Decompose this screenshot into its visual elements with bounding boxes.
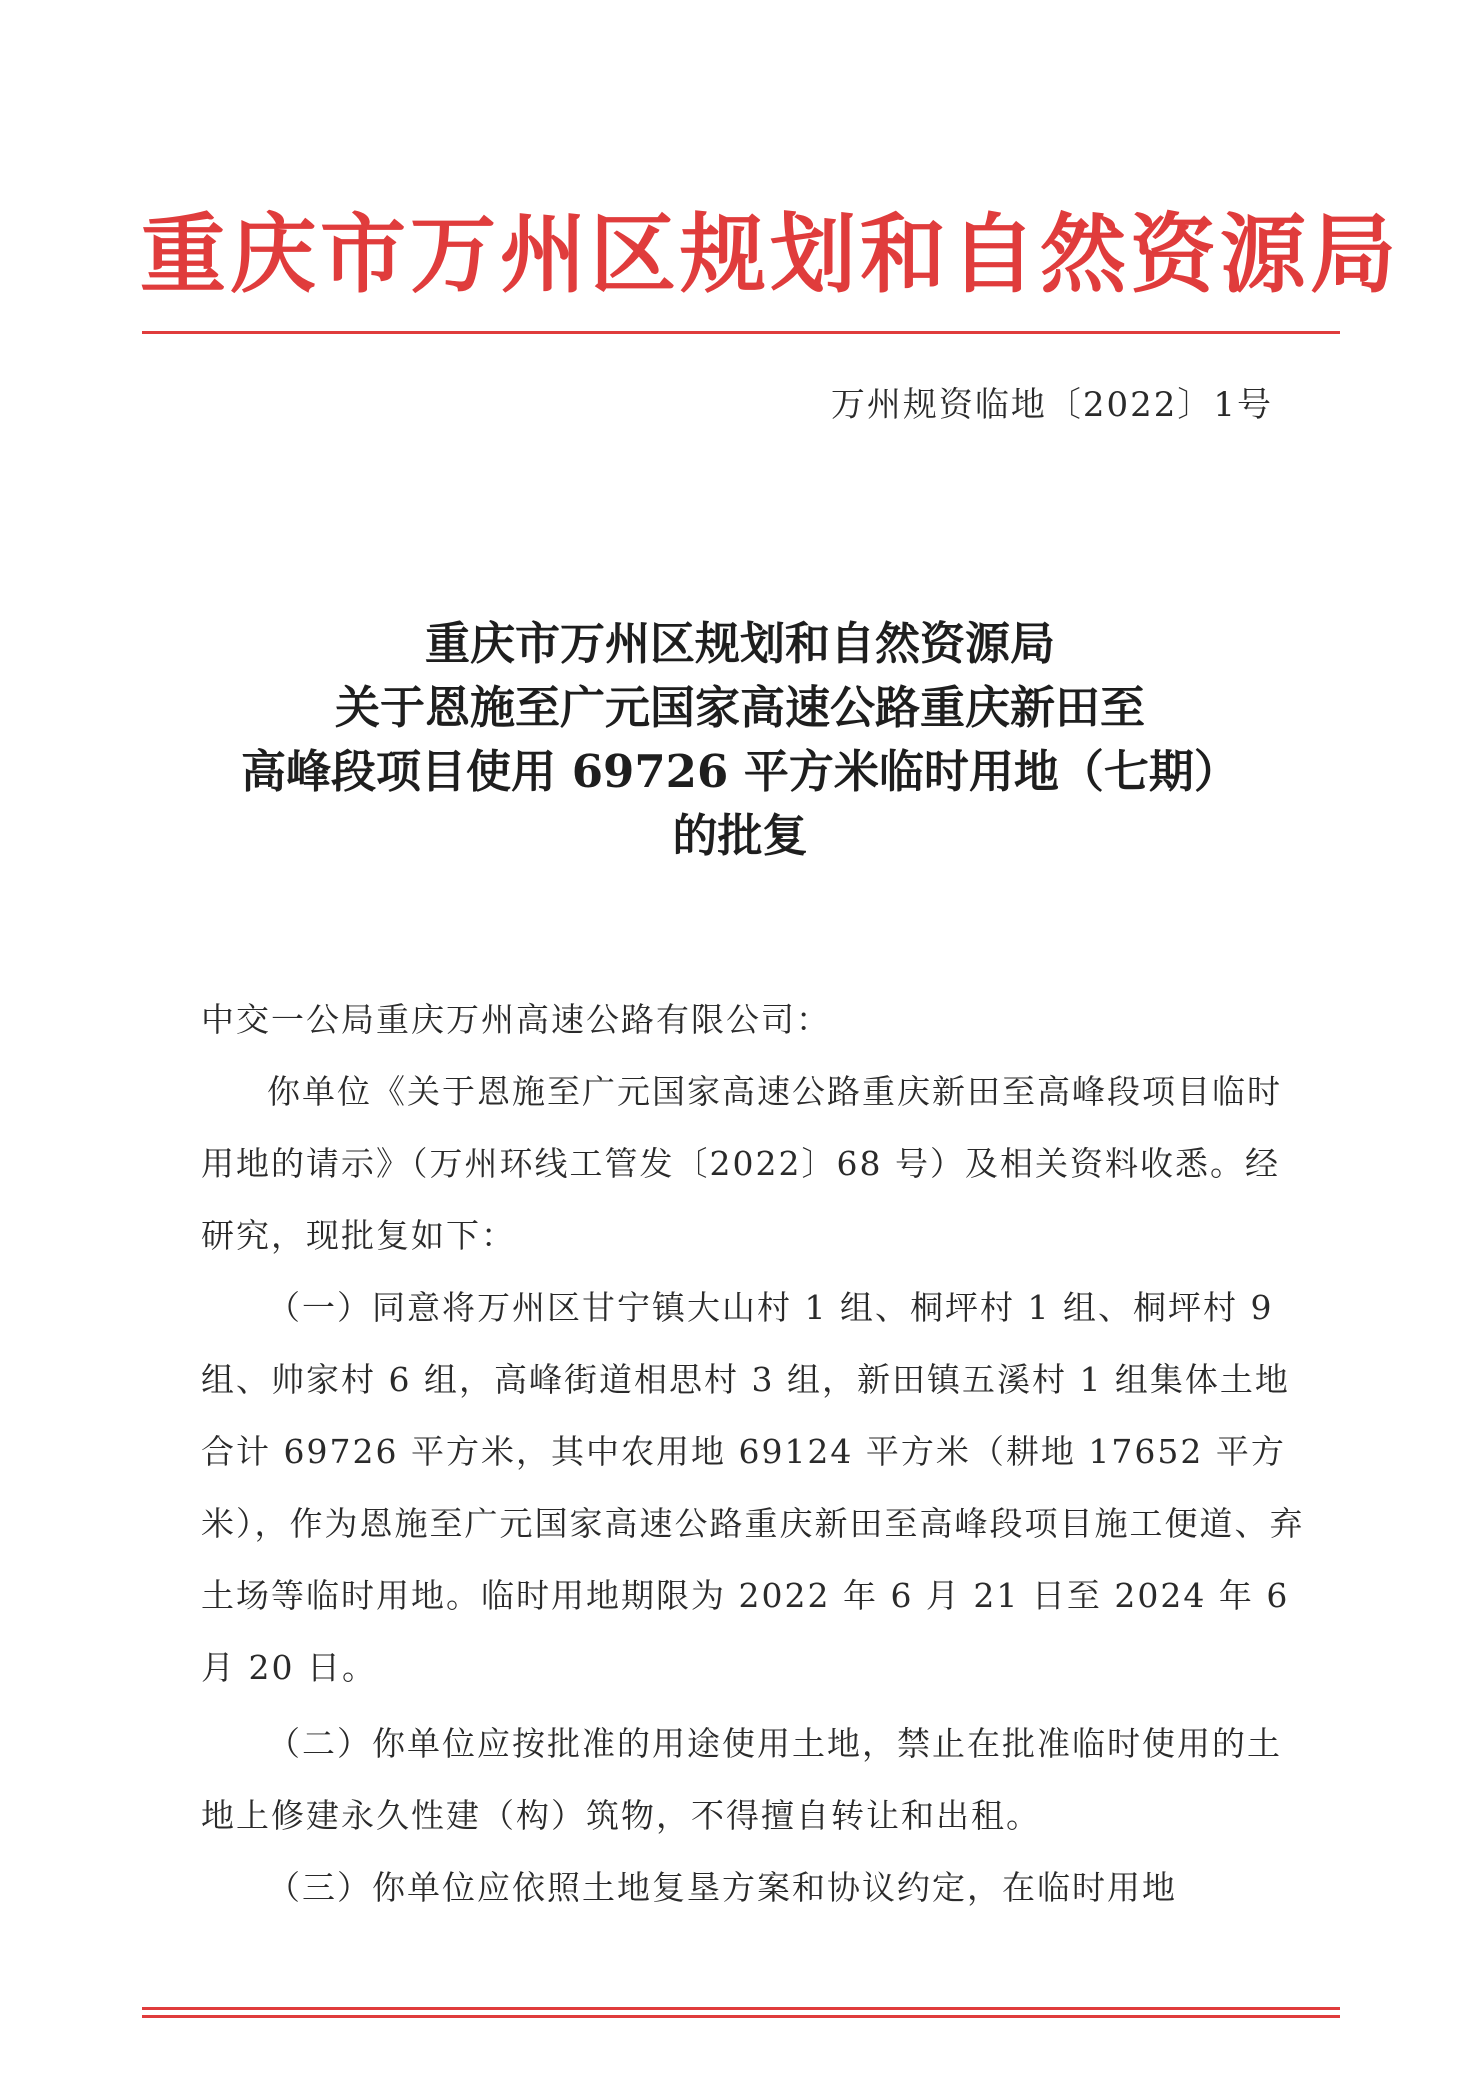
header-red-rule (142, 331, 1340, 334)
agency-banner-text: 重庆市万州区规划和自然资源局 (140, 204, 1400, 305)
footer-red-rule-top (142, 2007, 1340, 2010)
title-line-4: 的批复 (672, 809, 808, 862)
agency-banner (140, 195, 1400, 315)
title-line-3: 高峰段项目使用 69726 平方米临时用地（七期） (241, 745, 1239, 798)
footer-red-rule-bottom (142, 2015, 1340, 2018)
body-paragraph-3: （二）你单位应按批准的用途使用土地，禁止在批准临时使用的土地上修建永久性建（构）筑物，不得擅自转让和出租。 (201, 1724, 1282, 1835)
salutation: 中交一公局重庆万州高速公路有限公司： (201, 1000, 831, 1039)
body-paragraph-2: （一）同意将万州区甘宁镇大山村 1 组、桐坪村 1 组、桐坪村 9 组、帅家村 6 组，高峰街道相思村 3 组，新田镇五溪村 1 组集体土地合计 69726 平方米，其中农用地 69124 平方米（耕地 17652 平方米），作为恩施至广元国家高速公路重庆新田至高峰段项目施工便道、弃土场等临时用地。临时用地期限为 2022 年 6 月 21 日至 2024 年 6 月 20 日。 (201, 1288, 1305, 1687)
title-line-2: 关于恩施至广元国家高速公路重庆新田至 (334, 681, 1145, 734)
body-paragraph-4: （三）你单位应依照土地复垦方案和协议约定，在临时用地 (267, 1868, 1177, 1907)
title-line-1: 重庆市万州区规划和自然资源局 (424, 617, 1055, 670)
body-paragraph-1: 你单位《关于恩施至广元国家高速公路重庆新田至高峰段项目临时用地的请示》（万州环线工管发〔2022〕68 号）及相关资料收悉。经研究，现批复如下： (201, 1072, 1282, 1255)
document-title (140, 612, 1340, 868)
document-number: 万州规资临地〔2022〕1号 (830, 385, 1273, 425)
